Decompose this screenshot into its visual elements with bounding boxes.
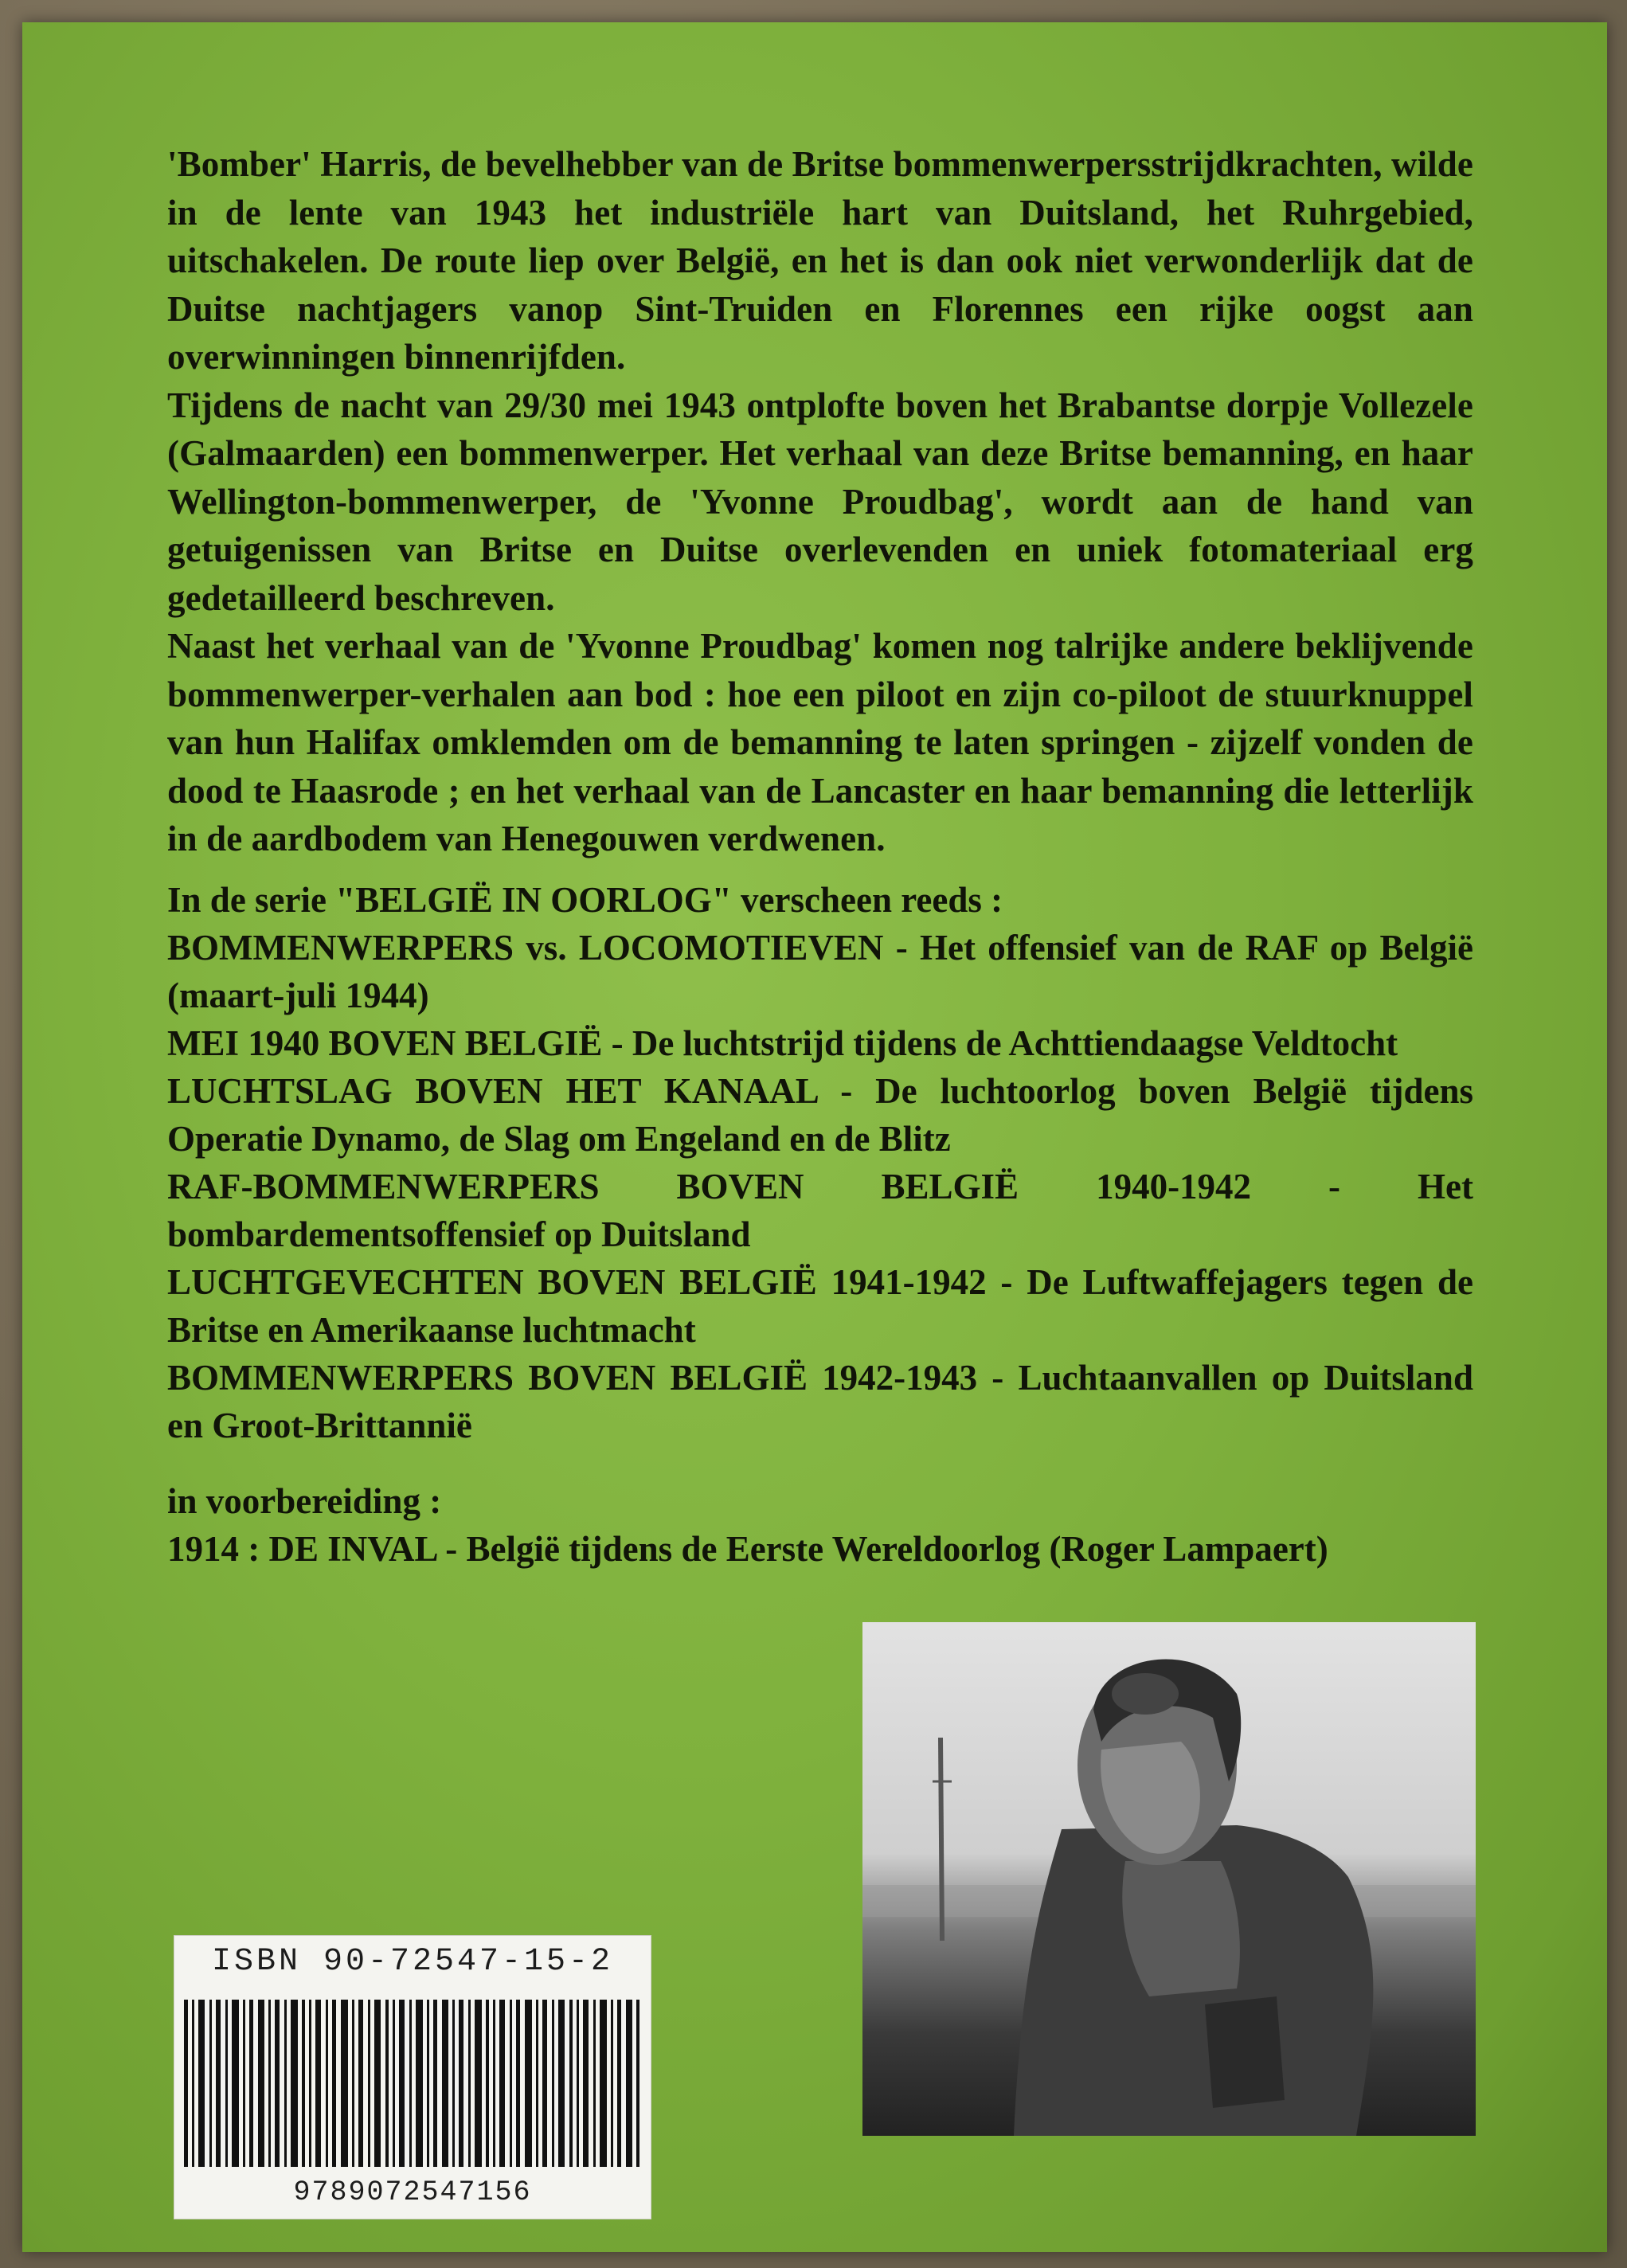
isbn-number: ISBN 90-72547-15-2: [211, 1944, 614, 1980]
airman-photo: [862, 1622, 1476, 2136]
ean-number: 9789072547156: [293, 2176, 532, 2208]
description-paragraph-2: Tijdens de nacht van 29/30 mei 1943 ontplofte boven het Brabantse dorpje Vollezele (Galmaarden) een bommenwerper. Het verhaal van deze Britse bemanning, en haar Wellington-bommenwerper, de 'Yvonne Proudbag', wordt aan de hand van getuigenissen van Britse en Duitse overlevenden en uniek fotomateriaal erg gedetailleerd beschreven.: [167, 385, 1473, 618]
preparation-heading: in voorbereiding :: [167, 1481, 442, 1521]
description-block: [167, 140, 1473, 863]
series-title-3: LUCHTSLAG BOVEN HET KANAAL - De luchtoorlog boven België tijdens Operatie Dynamo, de Slag om Engeland en de Blitz: [167, 1071, 1473, 1159]
barcode-label: [174, 1935, 651, 2219]
series-title-5: LUCHTGEVECHTEN BOVEN BELGIË 1941-1942 - De Luftwaffejagers tegen de Britse en Amerikaanse luchtmacht: [167, 1262, 1473, 1350]
series-list: [167, 876, 1473, 1449]
description-paragraph-1: 'Bomber' Harris, de bevelhebber van de Britse bommenwerpersstrijdkrachten, wilde in de lente van 1943 het industriële hart van Duitsland, het Ruhrgebied, uitschakelen. De route liep over België, en het is dan ook niet verwonderlijk dat de Duitse nachtjagers vanop Sint-Truiden en Florennes een rijke oogst aan overwinningen binnenrijfden.: [167, 144, 1473, 377]
series-title-4: RAF-BOMMENWERPERS BOVEN BELGIË 1940-1942 - Het bombardementsoffensief op Duitsland: [167, 1167, 1473, 1254]
airman-photo-illustration: [862, 1622, 1476, 2136]
series-title-1: BOMMENWERPERS vs. LOCOMOTIEVEN - Het offensief van de RAF op België (maart-juli 1944): [167, 928, 1473, 1015]
preparation-title: 1914 : DE INVAL - België tijdens de Eerste Wereldoorlog (Roger Lampaert): [167, 1529, 1328, 1569]
in-preparation-block: [167, 1477, 1473, 1573]
description-paragraph-3: Naast het verhaal van de 'Yvonne Proudbag' komen nog talrijke andere beklijvende bommenwerper-verhalen aan bod : hoe een piloot en zijn co-piloot de stuurknuppel van hun Halifax omklemden om de bemanning te laten springen - zijzelf vonden de dood te Haasrode ; en het verhaal van de Lancaster en haar bemanning die letterlijk in de aardbodem van Henegouwen verdwenen.: [167, 626, 1473, 858]
series-title-2: MEI 1940 BOVEN BELGIË - De luchtstrijd tijdens de Achttiendaagse Veldtocht: [167, 1023, 1398, 1063]
series-title-6: BOMMENWERPERS BOVEN BELGIË 1942-1943 - Luchtaanvallen op Duitsland en Groot-Brittannië: [167, 1358, 1473, 1445]
barcode-bars: [179, 2000, 646, 2167]
series-heading: In de serie "BELGIË IN OORLOG" verscheen reeds :: [167, 880, 1003, 920]
